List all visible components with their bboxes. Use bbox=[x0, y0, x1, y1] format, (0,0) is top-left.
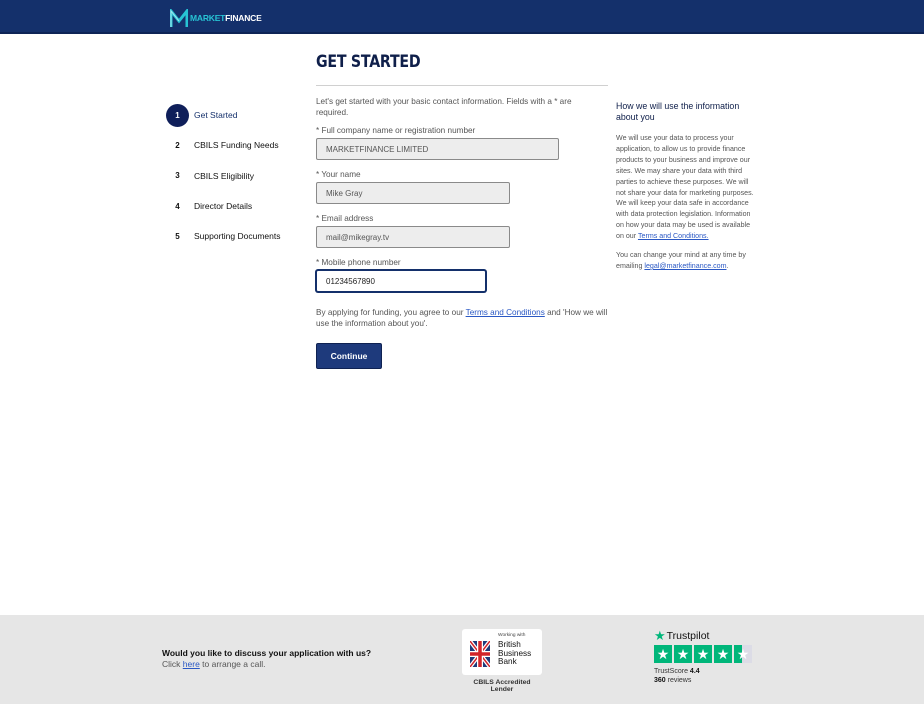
info-heading: How we will use the information about you bbox=[616, 101, 740, 122]
star-icon: ★ bbox=[694, 645, 712, 663]
bbb-line1: British bbox=[498, 640, 521, 649]
intro-text: Let's get started with your basic contact information. Fields with a * are required. bbox=[316, 97, 572, 117]
review-line bbox=[654, 676, 754, 685]
footer bbox=[0, 615, 924, 704]
trustpilot-rating-stars bbox=[654, 645, 754, 663]
star-icon: ★ bbox=[654, 645, 672, 663]
legal-email-link[interactable]: legal@marketfinance.com bbox=[644, 261, 727, 270]
logo-m-icon bbox=[170, 9, 188, 28]
progress-steps bbox=[166, 100, 306, 251]
step-cbils-funding-needs[interactable] bbox=[166, 130, 306, 160]
step-label: Director Details bbox=[194, 201, 253, 212]
step-label: Supporting Documents bbox=[194, 231, 281, 242]
email-label: * Email address bbox=[316, 214, 374, 223]
half-star-icon: ★ bbox=[734, 645, 752, 663]
step-get-started[interactable] bbox=[166, 100, 306, 130]
step-cbils-eligibility[interactable] bbox=[166, 161, 306, 191]
contact-suffix: . bbox=[726, 261, 729, 270]
consent-prefix: By applying for funding, you agree to our bbox=[316, 308, 466, 317]
bbb-line2: Business bbox=[498, 648, 532, 658]
info-body-text: We will use your data to process your application, to allow us to provide finance products to your business and improve our sites. We may share your data with third parties to achieve these purposes. We will not share your data for marketing purposes. We will keep your data safe in accordance with data protection legislation. Information on how your data may be used is available on our bbox=[616, 134, 754, 241]
trustpilot-widget[interactable] bbox=[654, 630, 754, 685]
title-divider bbox=[316, 85, 608, 86]
continue-button[interactable]: Continue bbox=[316, 343, 382, 369]
info-terms-link[interactable]: Terms and Conditions. bbox=[637, 232, 709, 241]
star-icon: ★ bbox=[714, 645, 732, 663]
step-number: 1 bbox=[166, 104, 189, 127]
bbb-line3: Bank bbox=[498, 657, 517, 667]
trustscore-label: TrustScore bbox=[654, 668, 690, 675]
step-director-details[interactable] bbox=[166, 191, 306, 221]
company-input[interactable]: MARKETFINANCE LIMITED bbox=[316, 138, 559, 160]
logo-wordmark: MARKETFINANCE bbox=[190, 13, 262, 23]
arrange-text: to arrange a call. bbox=[199, 659, 266, 669]
step-label: CBILS Funding Needs bbox=[194, 140, 279, 151]
step-number: 5 bbox=[175, 231, 180, 241]
trustscore bbox=[654, 667, 754, 685]
top-bar bbox=[0, 0, 924, 34]
bbb-name bbox=[498, 641, 531, 667]
consent-text bbox=[316, 308, 608, 329]
step-number: 4 bbox=[175, 201, 180, 211]
phone-label: * Mobile phone number bbox=[316, 258, 401, 267]
step-supporting-documents[interactable] bbox=[166, 221, 306, 251]
page-title: GET STARTED bbox=[316, 52, 421, 71]
name-label: * Your name bbox=[316, 170, 361, 179]
trustpilot-star-icon: ★ bbox=[654, 628, 666, 643]
cbils-accredited-caption: CBILS Accredited Lender bbox=[473, 679, 531, 693]
terms-link[interactable]: Terms and Conditions bbox=[465, 308, 545, 317]
trustscore-line bbox=[654, 667, 754, 676]
star-icon: ★ bbox=[674, 645, 692, 663]
step-number: 3 bbox=[175, 171, 180, 181]
trustscore-value: 4.4 bbox=[689, 668, 700, 675]
phone-input[interactable]: 01234567890 bbox=[316, 270, 486, 292]
marketfinance-logo[interactable] bbox=[170, 8, 262, 28]
trustpilot-logo bbox=[654, 630, 754, 642]
call-line bbox=[162, 659, 371, 670]
info-contact bbox=[616, 250, 759, 272]
british-business-bank-badge bbox=[462, 629, 542, 675]
step-label: Get Started bbox=[194, 110, 238, 121]
step-label: CBILS Eligibility bbox=[194, 170, 254, 181]
name-input[interactable]: Mike Gray bbox=[316, 182, 510, 204]
trustpilot-brand: Trustpilot bbox=[666, 630, 710, 642]
review-count: 360 bbox=[654, 677, 666, 684]
get-started-form bbox=[316, 52, 608, 369]
union-flag-icon bbox=[470, 641, 490, 667]
call-prompt bbox=[162, 648, 371, 670]
email-input[interactable]: mail@mikegray.tv bbox=[316, 226, 510, 248]
company-label: * Full company name or registration number bbox=[316, 126, 476, 135]
consent-suffix: and 'How we will use the information about you'. bbox=[316, 308, 608, 328]
bbb-working-with: Working with bbox=[498, 633, 526, 638]
step-number: 2 bbox=[175, 140, 180, 150]
call-question: Would you like to discuss your application with us? bbox=[162, 648, 372, 658]
contact-prefix: You can change your mind at any time by emailing bbox=[616, 251, 746, 270]
arrange-call-link[interactable]: here bbox=[182, 659, 200, 669]
reviews-label: reviews bbox=[665, 677, 692, 684]
info-body bbox=[616, 133, 759, 242]
info-panel bbox=[616, 101, 759, 272]
click-text: Click bbox=[162, 659, 183, 669]
